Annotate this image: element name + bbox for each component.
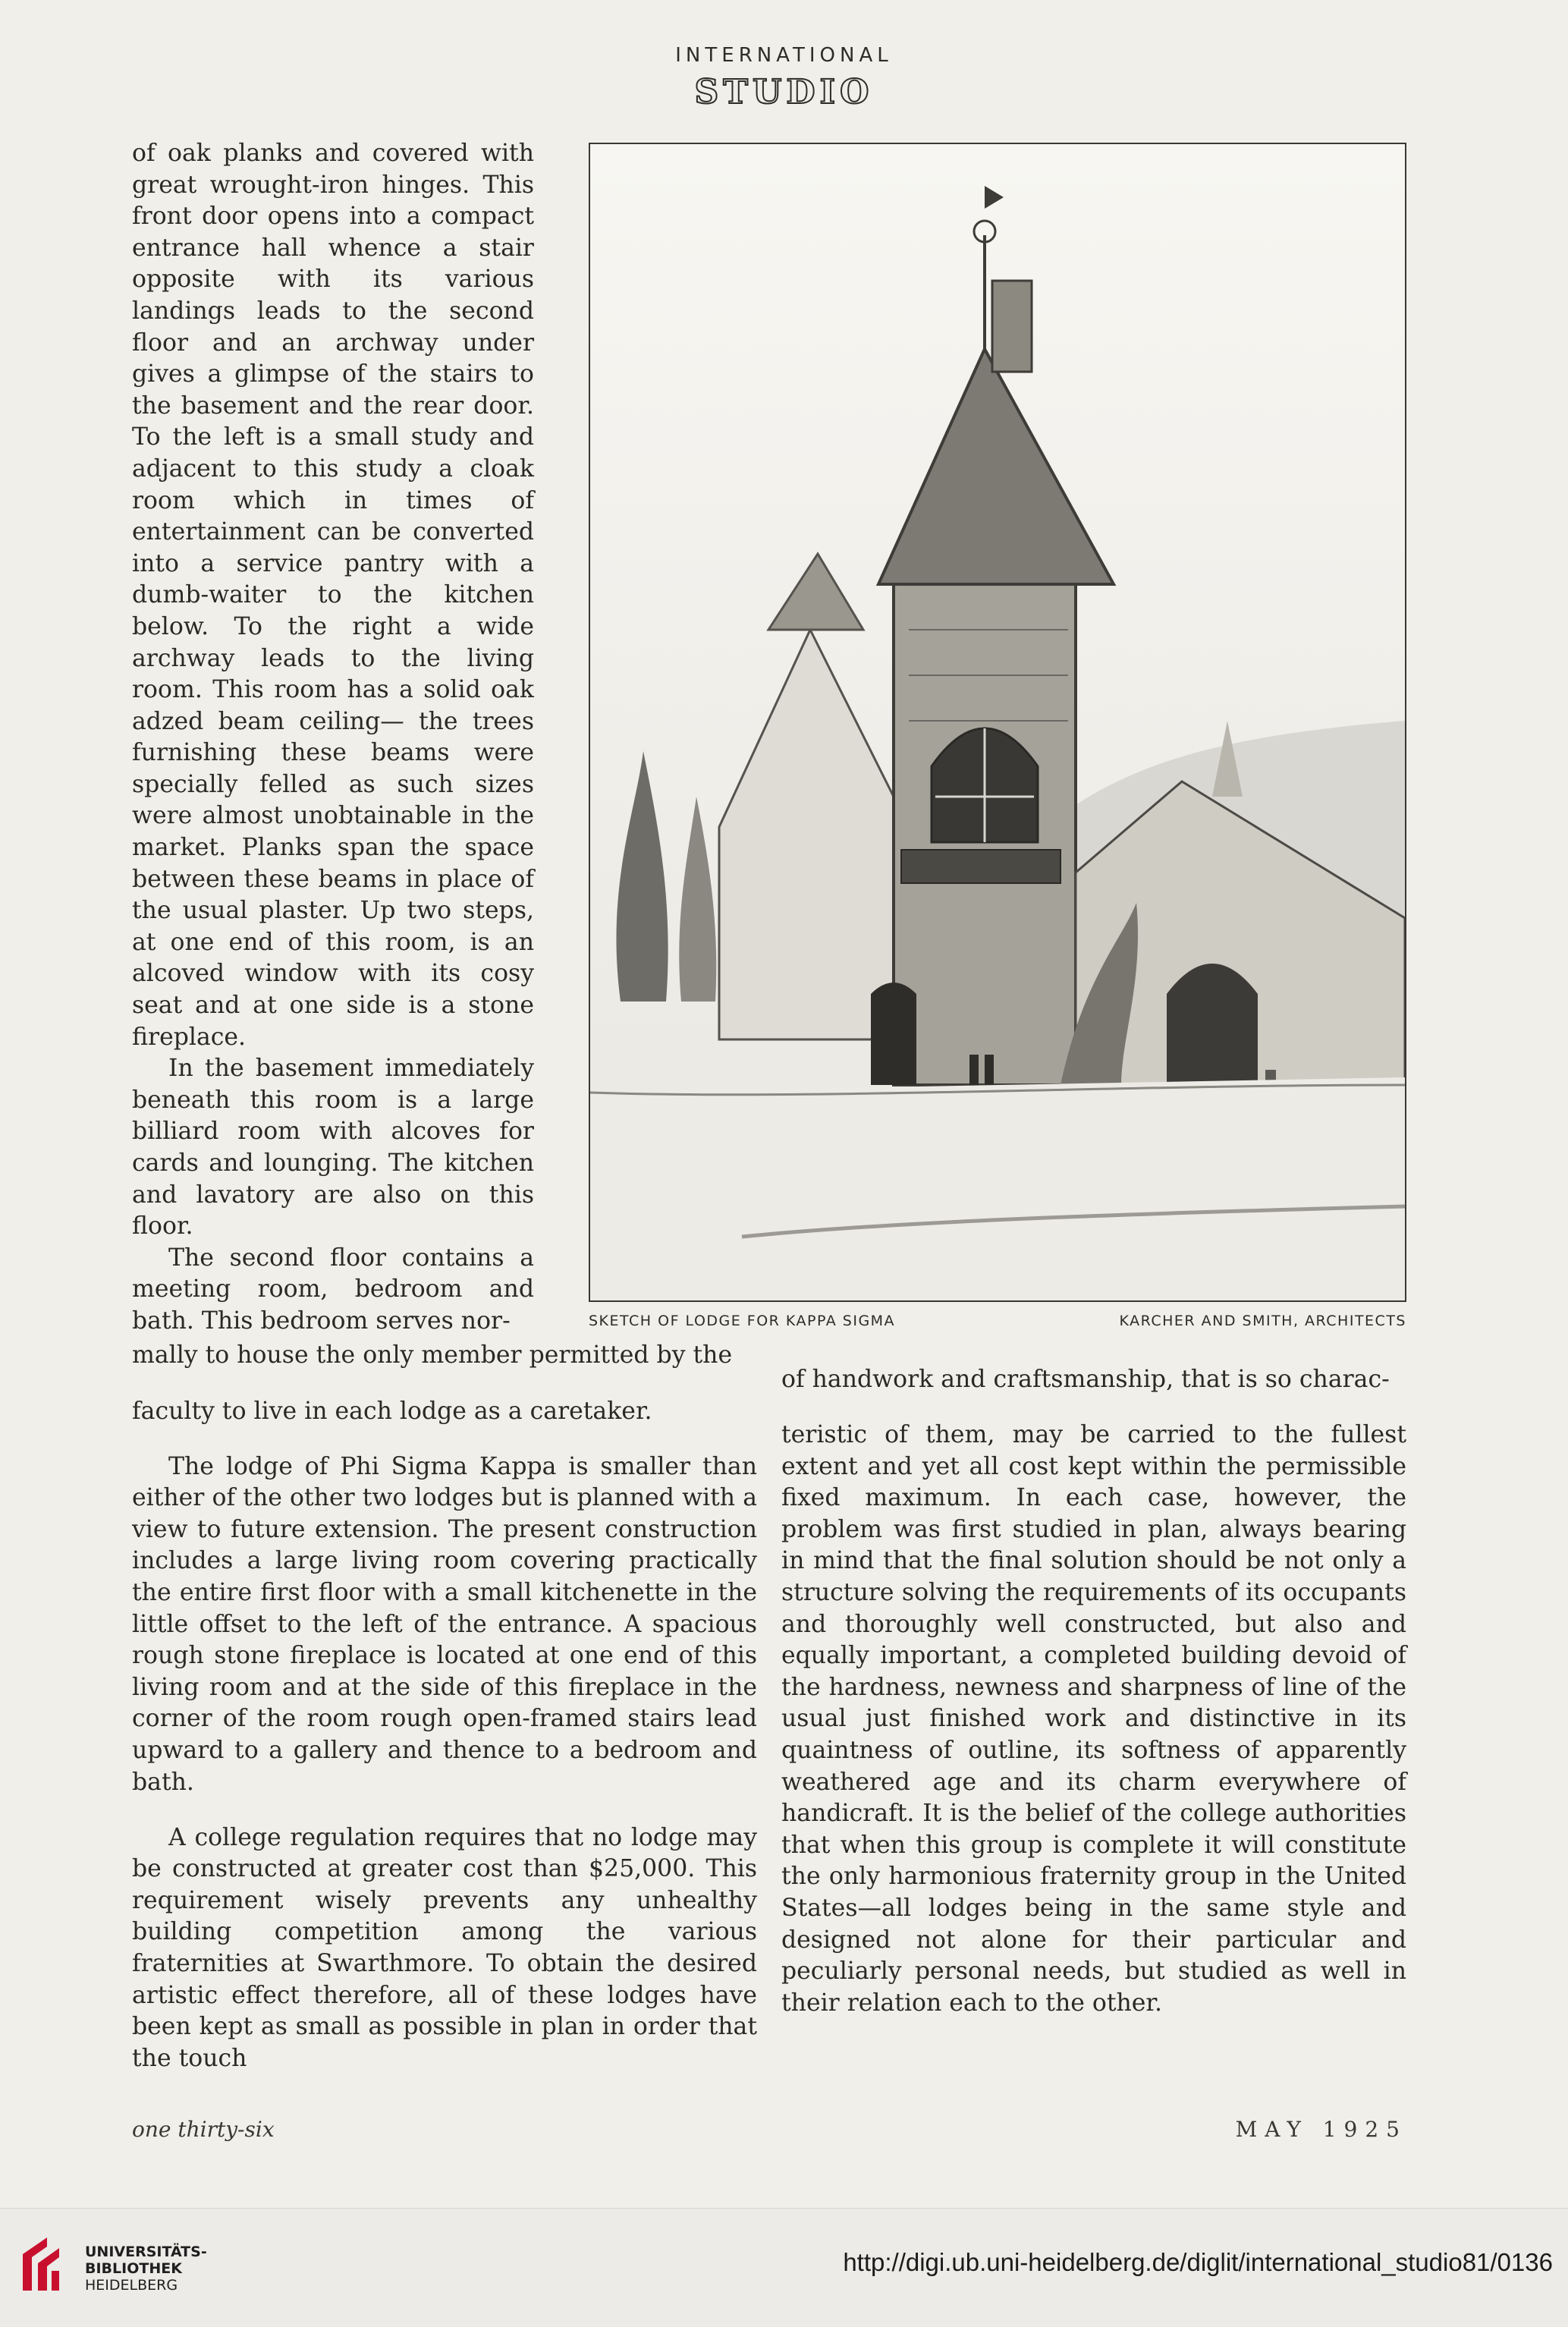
paragraph: of oak planks and covered with great wrought-iron hinges. This front door opens into a compact entrance hall whence a stair opposite with its various landings leads to the second floor and an archway under gives a glimpse of the stairs to the basement and the rear door. To the left is a small study and adjacent to this study a cloak room which in times of entertainment can be converted into a service pantry with a dumb-waiter to the kitchen below. To the right a wide archway leads to the living room. This room has a solid oak adzed beam ceiling— the trees furnishing these beams were specially felled as such sizes were almost unobtainable in the market. Planks span the space between these beams in place of the usual plaster. Up two steps, at one end of this room, is an alcoved window with its cosy seat and at one side is a stone fireplace. [132, 140, 534, 1051]
library-name-line: UNIVERSITÄTS- [85, 2244, 207, 2260]
lodge-sketch-illustration [589, 143, 1406, 1302]
library-name [85, 2244, 207, 2294]
paragraph: teristic of them, may be carried to the fullest extent and yet all cost kept within the permissible fixed maximum. In each case, however, the problem was first studied in plan, always bearing in mind that the final solution should be not only a structure solving the requirements of its occupants and thoroughly well constructed, but also and equally important, a completed building devoid of the hardness, newness and sharpness of line of the usual just finished work and distinctive in its quaintness of outline, its softness of apparently weathered age and its charm everywhere of handicraft. It is the belief of the college authorities that when this group is complete it will constitute the only harmonious fraternity group in the United States—all lodges being in the same style and designed not alone for their particular and peculiarly personal needs, but studied as well in their relation each to the other. [781, 1421, 1406, 2017]
library-name-line: BIBLIOTHEK [85, 2260, 182, 2277]
paragraph: A college regulation requires that no lodge may be constructed at greater cost than $25,000. This requirement wisely prevents any unhealthy building competition among the various fraternities at Swarthmore. To obtain the desired artistic effect therefore, all of these lodges have been kept as small as possible in plan in order that the touch [132, 1823, 757, 2072]
paragraph: The lodge of Phi Sigma Kappa is smaller than either of the other two lodges but is planned with a view to future extension. The present construction includes a large living room covering practically the entire first floor with a small kitchenette in the little offset to the left of the entrance. A spacious rough stone fireplace is located at one end of this living room and at the side of this fireplace in the corner of the room rough open-framed stairs lead upward to a gallery and thence to a bedroom and bath. [132, 1452, 757, 1796]
paragraph: of handwork and craftsmanship, that is so charac- [781, 1365, 1390, 1393]
page-number: one thirty-six [132, 2117, 275, 2142]
two-column-text [132, 1365, 1406, 2099]
source-url-link[interactable]: http://digi.ub.uni-heidelberg.de/diglit/international_studio81/0136 [843, 2248, 1553, 2276]
masthead-international: INTERNATIONAL [675, 44, 893, 67]
caption-title: SKETCH OF LODGE FOR KAPPA SIGMA [589, 1313, 896, 1329]
paragraph: faculty to live in each lodge as a caretaker. [132, 1397, 652, 1425]
library-footer [0, 2208, 1568, 2327]
paragraph: The second floor contains a meeting room, bedroom and bath. This bedroom serves nor- [132, 1244, 534, 1335]
paragraph: mally to house the only member permitted by the [132, 1341, 733, 1369]
issue-date: MAY 1925 [1235, 2117, 1407, 2142]
masthead-studio: STUDIO [694, 73, 874, 112]
paragraph: In the basement immediately beneath this room is a large billiard room with alcoves for cards and lounging. The kitchen and lavatory are also on this floor. [132, 1055, 534, 1241]
illustration-caption [589, 1313, 1406, 1329]
masthead [0, 44, 1568, 112]
library-name-line: HEIDELBERG [85, 2277, 178, 2294]
column-a [132, 1372, 757, 2099]
lodge-sketch-drawing [590, 144, 1405, 1300]
column-b [781, 1340, 1406, 2098]
left-column-text [132, 138, 534, 1338]
caption-credit: KARCHER AND SMITH, ARCHITECTS [1119, 1313, 1406, 1329]
library-logo-icon [17, 2233, 70, 2297]
